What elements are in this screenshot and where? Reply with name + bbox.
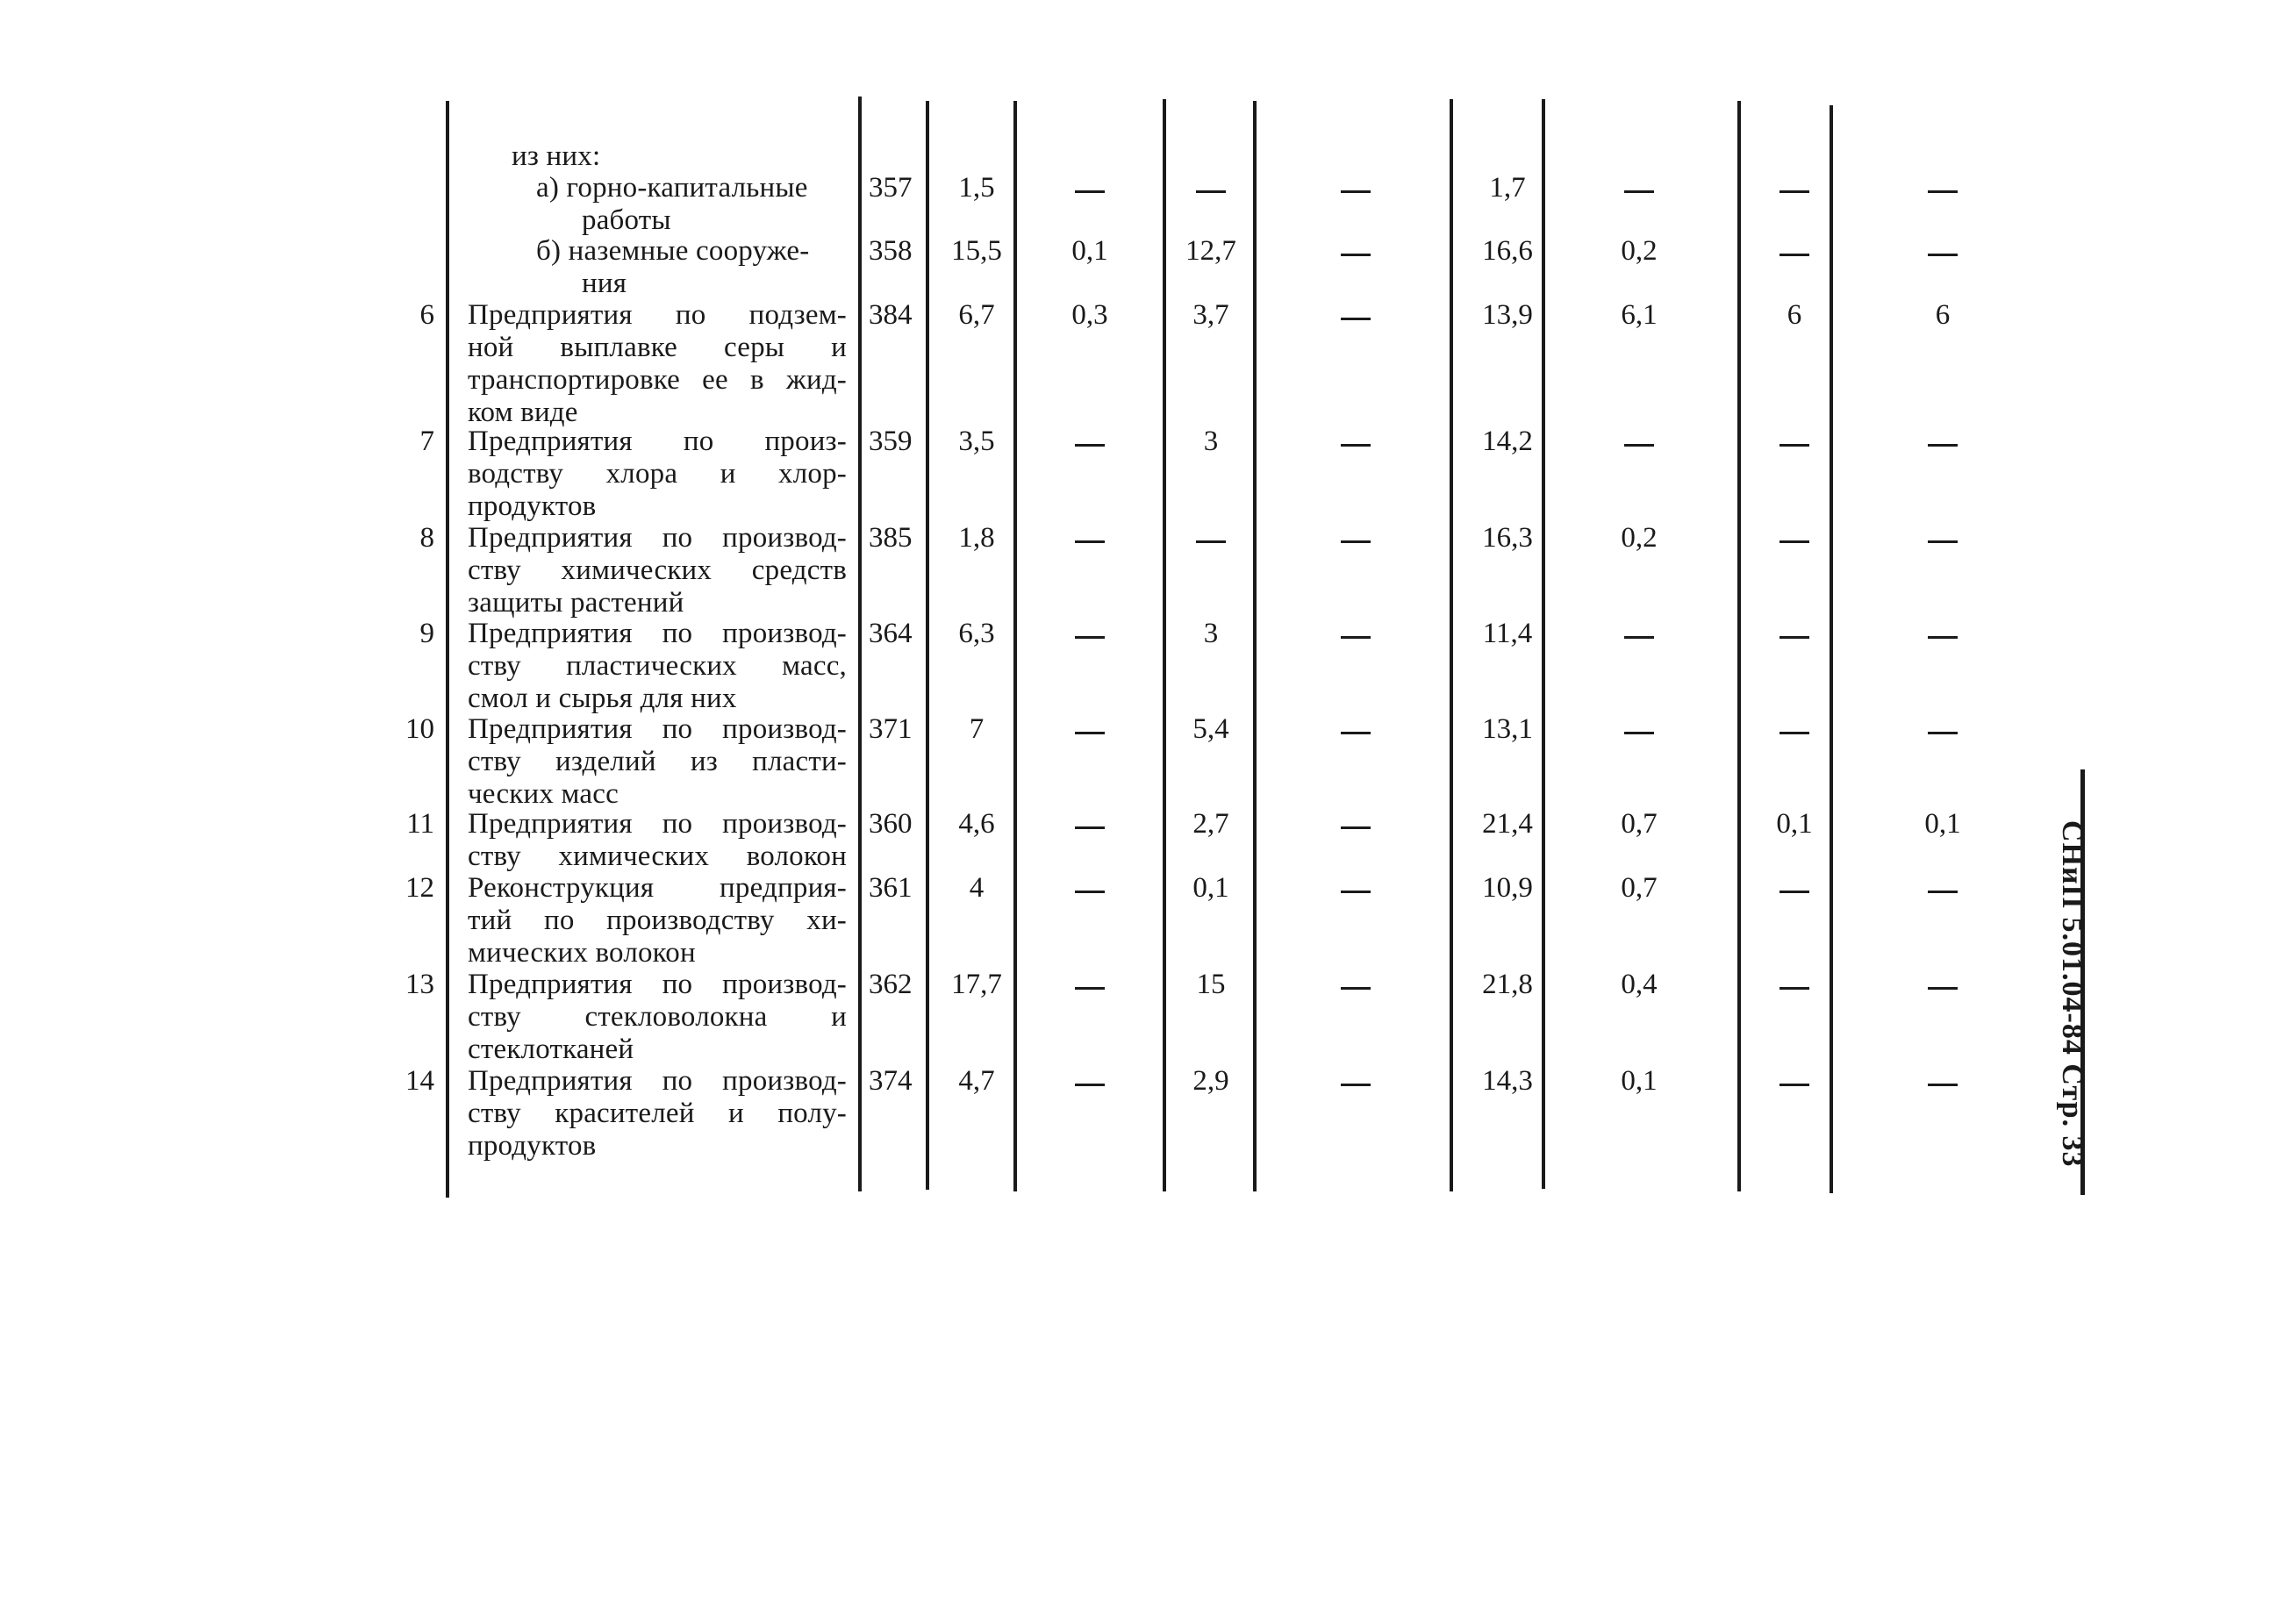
description-line: ству стекловолокна и [468,1001,847,1033]
row-number: 6 [419,299,434,331]
description-line: ству пластических масс, [468,650,847,682]
empty-value-text [1928,618,1958,650]
description-line: ком виде [468,397,578,428]
row-value: 4,7 [958,1065,995,1097]
empty-value-text [1779,235,1809,268]
description-line: защиты растений [468,587,684,619]
row-value: 6,7 [958,299,995,331]
row-value: 15,5 [951,235,1002,267]
empty-value-text [1624,713,1654,746]
row-value: 17,7 [951,969,1002,1000]
row-number: 10 [405,713,434,745]
row-value: 12,7 [1185,235,1236,267]
row-description [468,235,847,300]
row-value: 6,1 [1621,299,1658,331]
column-rule-2 [858,97,862,1191]
description-line: Предприятия по производ- [468,713,847,745]
column-rule-1 [446,101,449,1198]
row-value: 3,7 [1192,299,1229,331]
empty-value-text [1341,969,1371,1001]
row-value: 13,9 [1482,299,1533,331]
empty-value-text [1341,299,1371,332]
empty-value-text [1779,426,1809,458]
description-line: а) горно-капитальные [536,172,808,204]
empty-value-text [1075,172,1105,204]
description-line: Предприятия по производ- [468,1065,847,1097]
row-value: 21,8 [1482,969,1533,1000]
empty-value-text [1196,522,1226,554]
row-code: 360 [869,808,913,840]
row-value: 3 [1203,618,1219,649]
description-line: ной выплавке серы и [468,332,847,363]
row-code: 358 [869,235,913,267]
description-line: Реконструкция предприя- [468,872,847,904]
description-line: продуктов [468,1130,597,1162]
empty-value-text [1779,618,1809,650]
description-line: тий по производству хи- [468,905,847,936]
row-value: 0,1 [1621,1065,1658,1097]
description-line: Предприятия по производ- [468,522,847,554]
empty-value-text [1624,618,1654,650]
row-value: 4,6 [958,808,995,840]
row-value: 1,8 [958,522,995,554]
description-line: б) наземные сооруже- [536,235,810,267]
row-value: 15 [1196,969,1226,1000]
row-value: 3 [1203,426,1219,457]
row-value: 6 [1787,299,1802,331]
row-description [468,140,847,173]
description-line: стеклотканей [468,1034,634,1065]
row-value: 5,4 [1192,713,1229,745]
empty-value-text [1928,235,1958,268]
row-value: 0,1 [1924,808,1961,840]
row-value: 21,4 [1482,808,1533,840]
empty-value-text [1779,172,1809,204]
row-value: 6,3 [958,618,995,649]
empty-value-text [1928,426,1958,458]
description-line: работы [582,204,671,236]
row-code: 384 [869,299,913,331]
row-code: 374 [869,1065,913,1097]
row-code: 362 [869,969,913,1000]
description-line: ству химических волокон [468,841,847,872]
column-rule-9 [1737,101,1741,1191]
empty-value-text [1075,522,1105,554]
empty-value-text [1928,172,1958,204]
description-line: ческих масс [468,778,619,810]
empty-value-text [1075,618,1105,650]
empty-value-text [1928,522,1958,554]
row-value: 0,4 [1621,969,1658,1000]
row-value: 4 [969,872,985,904]
row-number: 14 [405,1065,434,1097]
row-number: 7 [419,426,434,457]
row-code: 359 [869,426,913,457]
empty-value-text [1928,872,1958,905]
row-value: 1,7 [1489,172,1526,204]
column-rule-7 [1450,99,1453,1191]
row-value: 16,3 [1482,522,1533,554]
description-line: Предприятия по производ- [468,969,847,1000]
row-value: 10,9 [1482,872,1533,904]
description-line: из них: [512,140,601,172]
row-value: 0,1 [1192,872,1229,904]
empty-value-text [1341,872,1371,905]
description-line: ству изделий из пласти- [468,746,847,777]
description-line: Предприятия по подзем- [468,299,847,331]
row-description [468,618,847,715]
row-value: 0,7 [1621,808,1658,840]
empty-value-text [1341,235,1371,268]
row-value: 3,5 [958,426,995,457]
row-value: 2,9 [1192,1065,1229,1097]
row-description [468,426,847,523]
description-line: транспортировке ее в жид- [468,364,847,396]
row-number: 12 [405,872,434,904]
empty-value-text [1341,172,1371,204]
row-description [468,872,847,969]
empty-value-text [1341,522,1371,554]
description-line: Предприятия по произ- [468,426,847,457]
row-value: 0,1 [1071,235,1108,267]
column-rule-10 [1830,105,1833,1193]
row-value: 7 [969,713,985,745]
row-number: 9 [419,618,434,649]
description-line: смол и сырья для них [468,683,737,714]
row-code: 364 [869,618,913,649]
empty-value-text [1624,426,1654,458]
empty-value-text [1779,969,1809,1001]
row-code: 361 [869,872,913,904]
row-description [468,172,847,237]
row-description [468,713,847,811]
row-description [468,1065,847,1163]
row-value: 6 [1935,299,1951,331]
row-description [468,969,847,1066]
running-header-text: СНиП 5.01.04-84 Стр. 33 [2056,820,2088,1168]
row-value: 1,5 [958,172,995,204]
row-code: 385 [869,522,913,554]
description-line: мических волокон [468,937,696,969]
row-value: 2,7 [1192,808,1229,840]
row-description [468,299,847,429]
row-number: 13 [405,969,434,1000]
description-line: Предприятия по производ- [468,808,847,840]
empty-value-text [1779,872,1809,905]
empty-value-text [1779,713,1809,746]
row-code: 371 [869,713,913,745]
row-value: 14,2 [1482,426,1533,457]
description-line: водству хлора и хлор- [468,458,847,490]
empty-value-text [1341,618,1371,650]
row-number: 8 [419,522,434,554]
empty-value-text [1075,713,1105,746]
row-value: 0,2 [1621,235,1658,267]
row-value: 11,4 [1482,618,1533,649]
empty-value-text [1928,713,1958,746]
row-value: 13,1 [1482,713,1533,745]
empty-value-text [1075,426,1105,458]
empty-value-text [1779,1065,1809,1098]
empty-value-text [1075,808,1105,841]
row-value: 16,6 [1482,235,1533,267]
description-line: продуктов [468,490,597,522]
empty-value-text [1341,713,1371,746]
empty-value-text [1341,1065,1371,1098]
row-value: 0,7 [1621,872,1658,904]
row-number: 11 [406,808,434,840]
empty-value-text [1928,969,1958,1001]
row-code: 357 [869,172,913,204]
row-value: 0,2 [1621,522,1658,554]
empty-value-text [1075,969,1105,1001]
empty-value-text [1196,172,1226,204]
empty-value-text [1779,522,1809,554]
description-line: ству химических средств [468,554,847,586]
description-line: ния [582,268,627,299]
row-value: 0,3 [1071,299,1108,331]
empty-value-text [1624,172,1654,204]
row-value: 0,1 [1776,808,1813,840]
row-value: 14,3 [1482,1065,1533,1097]
description-line: Предприятия по производ- [468,618,847,649]
empty-value-text [1075,872,1105,905]
row-description [468,522,847,619]
description-line: ству красителей и полу- [468,1098,847,1129]
empty-value-text [1928,1065,1958,1098]
empty-value-text [1341,808,1371,841]
empty-value-text [1075,1065,1105,1098]
empty-value-text [1341,426,1371,458]
row-description [468,808,847,873]
